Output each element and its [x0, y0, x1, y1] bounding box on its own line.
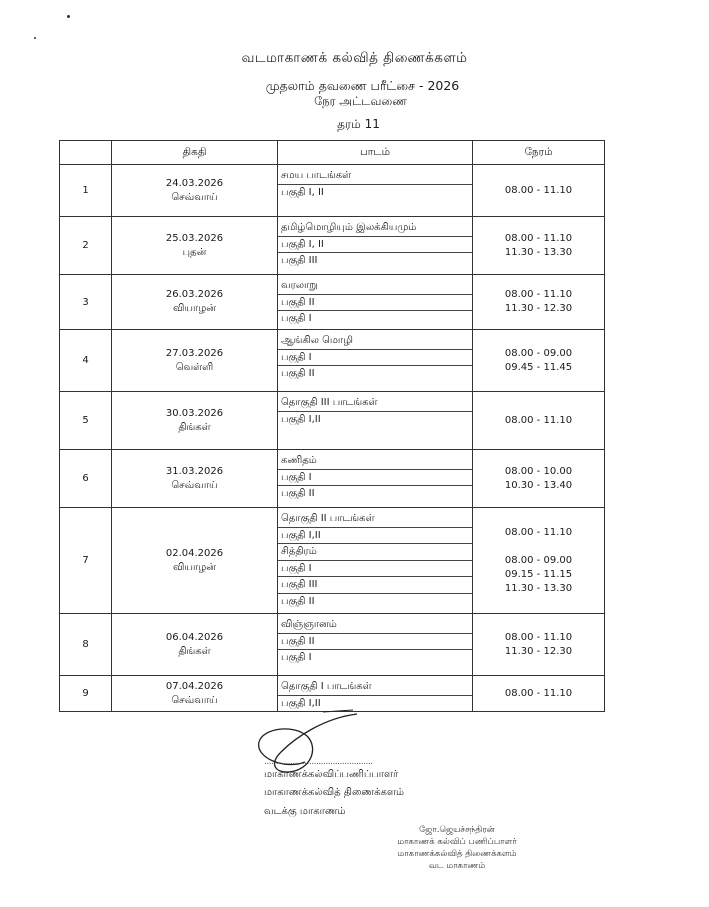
- exam-day: வெள்ளி: [175, 361, 214, 373]
- table-row: [60, 165, 605, 217]
- subject-line: பகுதி II: [281, 488, 315, 499]
- table-row: [60, 392, 605, 450]
- time-slot: 08.00 - 11.10: [504, 184, 573, 196]
- time-slot: 08.00 - 09.00: [504, 347, 573, 359]
- exam-day: செவ்வாய்: [171, 191, 218, 203]
- header-subject: பாடம்: [278, 141, 473, 165]
- table-header-row: [60, 141, 605, 165]
- time-cell: [473, 330, 605, 392]
- time-slot: 11.30 - 13.30: [504, 246, 573, 258]
- signatory-title: மாகாணக்கல்விப்பணிப்பாளர்: [264, 769, 399, 780]
- exam-date: 07.04.2026: [165, 680, 224, 692]
- exam-date-cell: [112, 508, 278, 614]
- exam-date-cell: [112, 275, 278, 330]
- exam-date: 25.03.2026: [165, 232, 224, 244]
- row-number: 4: [60, 330, 112, 392]
- subject-line: பகுதி I, II: [278, 237, 472, 254]
- subject-line: தொகுதி I பாடங்கள்: [278, 679, 472, 696]
- exam-date-cell: [112, 614, 278, 676]
- time-slot: 08.00 - 11.10: [504, 631, 573, 643]
- time-cell: [473, 165, 605, 217]
- exam-day: புதன்: [182, 246, 207, 258]
- subject-line: பகுதி III: [281, 255, 318, 266]
- subject-line: தொகுதி III பாடங்கள்: [278, 395, 472, 412]
- subject-cell: [278, 275, 473, 330]
- exam-date: 06.04.2026: [165, 631, 224, 643]
- signature-dots: ..............................................: [264, 757, 373, 767]
- exam-day: வியாழன்: [173, 303, 216, 314]
- exam-date-cell: [112, 392, 278, 450]
- subject-line: சமய பாடங்கள்: [278, 168, 472, 185]
- time-slot: 08.00 - 11.10: [504, 526, 573, 538]
- time-slot: 11.30 - 12.30: [504, 645, 573, 657]
- subject-cell: [278, 330, 473, 392]
- exam-day: திங்கள்: [178, 421, 211, 433]
- table-row: [60, 614, 605, 676]
- subject-line: பகுதி II: [278, 634, 472, 651]
- subject-cell: [278, 508, 473, 614]
- time-slot: 10.30 - 13.40: [504, 479, 573, 491]
- subject-line: பகுதி I: [281, 652, 312, 663]
- time-slot: 11.30 - 12.30: [504, 303, 573, 314]
- official-stamp: [362, 824, 552, 872]
- exam-date-cell: [112, 330, 278, 392]
- subject-line: சித்திரம்: [278, 544, 472, 561]
- header-number: [60, 141, 112, 165]
- subject-line: பகுதி I, II: [281, 186, 324, 198]
- stamp-line: ஜோ.ஜெயச்சந்திரன்: [419, 825, 495, 835]
- row-number: 5: [60, 392, 112, 450]
- grade-label: தரம் 11: [337, 117, 380, 131]
- subject-cell: [278, 392, 473, 450]
- subject-line: பகுதி I: [278, 350, 472, 367]
- subject-line: பகுதி I,II: [281, 697, 321, 709]
- subject-cell: [278, 217, 473, 275]
- row-number: 8: [60, 614, 112, 676]
- subject-line: ஆங்கில மொழி: [278, 333, 472, 350]
- department-title: வடமாகாணக் கல்வித் திணைக்களம்: [241, 50, 468, 66]
- subject-line: பகுதி II: [278, 295, 472, 312]
- exam-day: செவ்வாய்: [171, 479, 218, 491]
- time-cell: [473, 614, 605, 676]
- exam-day: வியாழன்: [173, 561, 216, 573]
- table-row: [60, 450, 605, 508]
- exam-date: 26.03.2026: [165, 289, 224, 300]
- exam-day: செவ்வாய்: [171, 694, 218, 706]
- timetable-subtitle: நேர அட்டவணை: [314, 94, 407, 108]
- time-slot: 08.00 - 11.10: [504, 289, 573, 300]
- time-cell: [473, 275, 605, 330]
- table-row: [60, 275, 605, 330]
- signatory-region: வடக்கு மாகாணம்: [264, 806, 346, 817]
- exam-date: 31.03.2026: [165, 465, 224, 477]
- subject-line: பகுதி I: [281, 313, 312, 324]
- stamp-line: வட மாகாணம்: [428, 861, 486, 871]
- table-row: [60, 330, 605, 392]
- time-cell: [473, 217, 605, 275]
- exam-date: 27.03.2026: [165, 347, 224, 359]
- time-cell: [473, 392, 605, 450]
- row-number: 7: [60, 508, 112, 614]
- time-slot: 08.00 - 10.00: [504, 465, 573, 477]
- row-number: 2: [60, 217, 112, 275]
- subject-cell: [278, 450, 473, 508]
- time-slot: 08.00 - 11.10: [504, 687, 573, 699]
- exam-date-cell: [112, 450, 278, 508]
- subject-line: பகுதி III: [278, 577, 472, 594]
- exam-date-cell: [112, 165, 278, 217]
- exam-day: திங்கள்: [178, 645, 211, 657]
- exam-date: 02.04.2026: [165, 547, 224, 559]
- time-cell: [473, 450, 605, 508]
- exam-timetable: [59, 140, 605, 712]
- time-cell: [473, 508, 605, 614]
- time-slot: 09.15 - 11.15: [504, 568, 573, 580]
- stamp-line: மாகாணக் கல்விப் பணிப்பாளர்: [397, 837, 517, 847]
- table-row: [60, 508, 605, 614]
- exam-date-cell: [112, 217, 278, 275]
- subject-line: கணிதம்: [278, 453, 472, 470]
- subject-cell: [278, 614, 473, 676]
- subject-line: தொகுதி II பாடங்கள்: [278, 511, 472, 528]
- time-cell: [473, 676, 605, 712]
- subject-line: பகுதி II: [281, 595, 315, 607]
- subject-line: பகுதி I: [278, 561, 472, 578]
- row-number: 9: [60, 676, 112, 712]
- stamp-line: மாகாணக்கல்வித் திணைக்களம்: [397, 849, 517, 859]
- header-time: நேரம்: [473, 141, 605, 165]
- scan-speck: [34, 37, 36, 39]
- signatory-office: மாகாணக்கல்வித் திணைக்களம்: [264, 787, 405, 798]
- subject-line: பகுதி I,II: [278, 528, 472, 545]
- exam-title: முதலாம் தவணை பரீட்சை - 2026: [265, 78, 460, 93]
- time-slot: 09.45 - 11.45: [504, 361, 573, 373]
- scan-speck: [67, 15, 70, 18]
- subject-line: பகுதி I,II: [281, 413, 321, 425]
- signature-scribble: [245, 700, 365, 780]
- subject-line: பகுதி I: [278, 470, 472, 487]
- exam-date: 30.03.2026: [165, 407, 224, 419]
- subject-line: விஞ்ஞானம்: [278, 617, 472, 634]
- time-slot: 08.00 - 11.10: [504, 232, 573, 244]
- time-slot: 08.00 - 09.00: [504, 554, 573, 566]
- header-date: திகதி: [112, 141, 278, 165]
- row-number: 3: [60, 275, 112, 330]
- time-slot: 08.00 - 11.10: [504, 414, 573, 426]
- row-number: 1: [60, 165, 112, 217]
- subject-cell: [278, 165, 473, 217]
- subject-line: தமிழ்மொழியும் இலக்கியமும்: [278, 220, 472, 237]
- subject-line: பகுதி II: [281, 368, 315, 379]
- table-row: [60, 217, 605, 275]
- row-number: 6: [60, 450, 112, 508]
- time-slot: 11.30 - 13.30: [504, 582, 573, 594]
- subject-line: வரலாறு: [278, 278, 472, 295]
- exam-date: 24.03.2026: [165, 177, 224, 189]
